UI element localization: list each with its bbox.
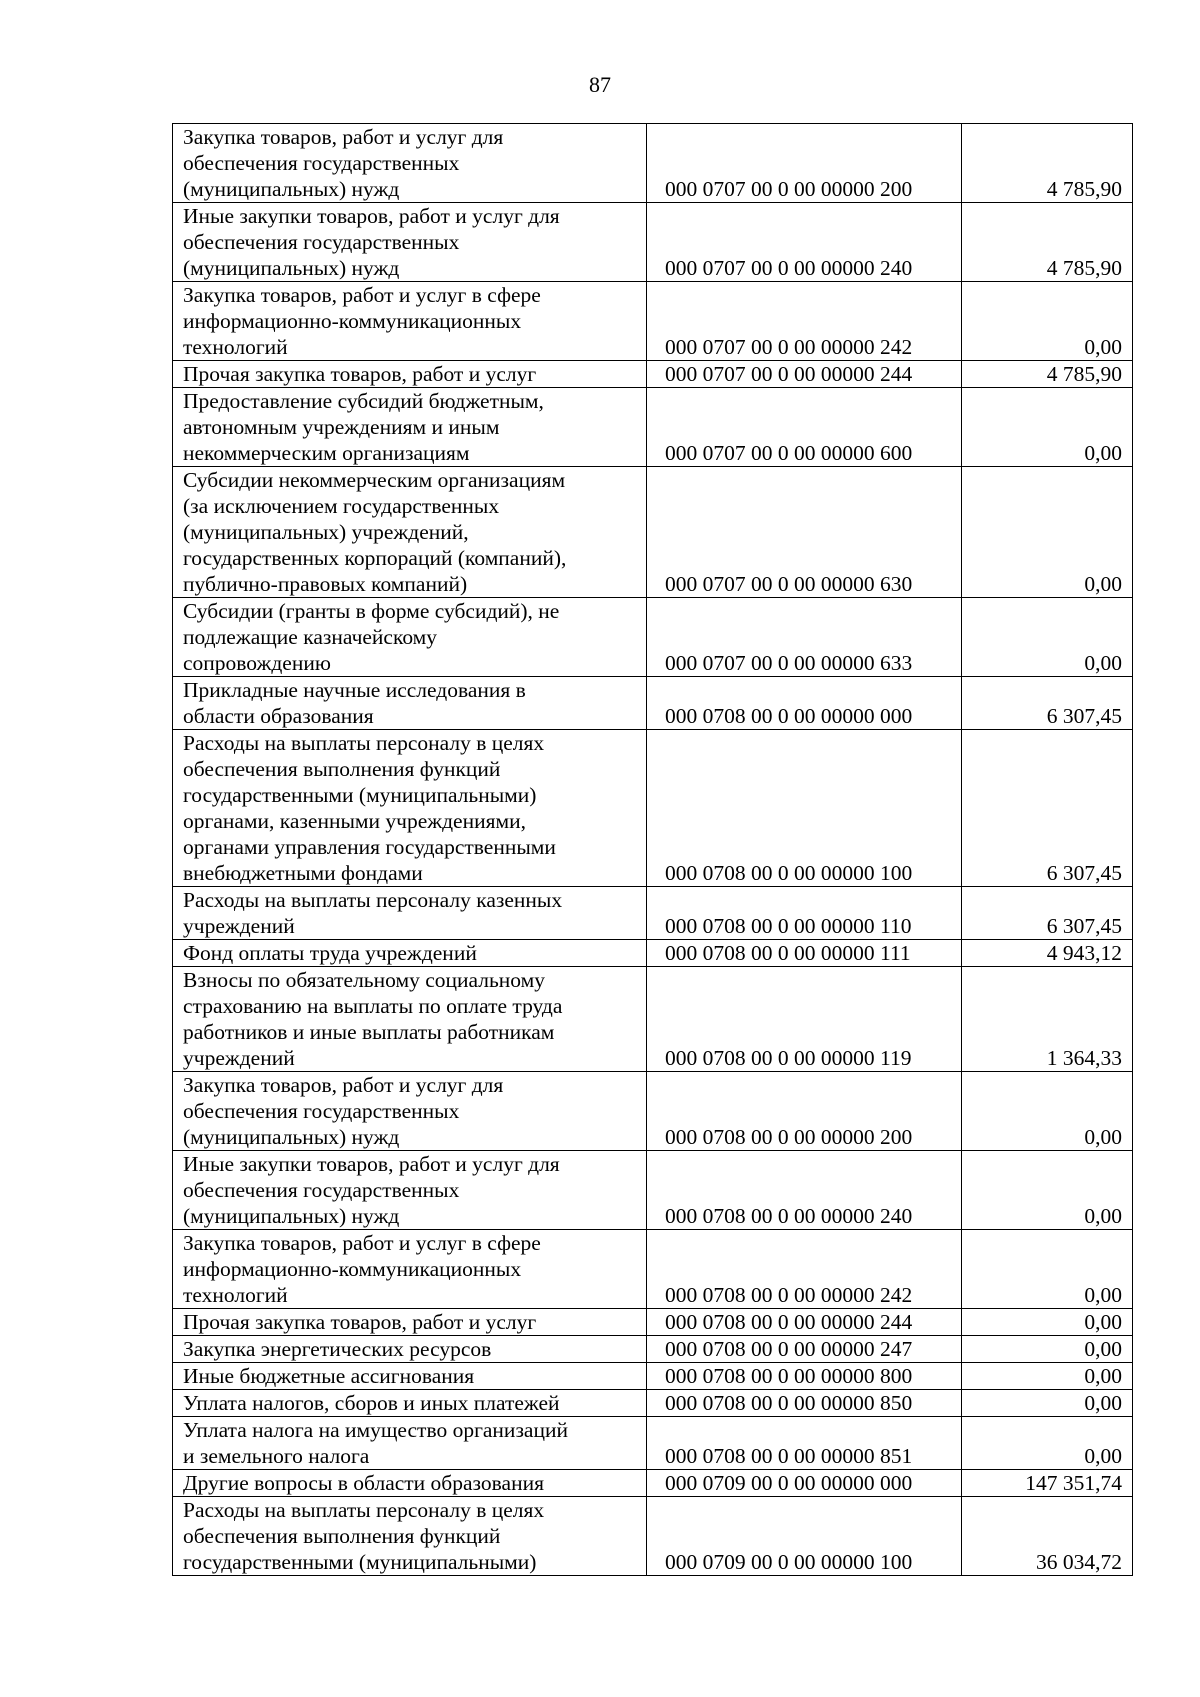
row-code: 000 0708 00 0 00 00000 247 xyxy=(647,1336,962,1363)
row-name: Уплата налогов, сборов и иных платежей xyxy=(173,1390,647,1417)
row-sum: 0,00 xyxy=(962,1417,1133,1470)
row-code: 000 0707 00 0 00 00000 600 xyxy=(647,388,962,467)
row-name: Закупка товаров, работ и услуг для обеспечения государственных (муниципальных) нужд xyxy=(173,124,647,203)
row-code: 000 0709 00 0 00 00000 100 xyxy=(647,1497,962,1576)
row-name: Фонд оплаты труда учреждений xyxy=(173,940,647,967)
row-code: 000 0707 00 0 00 00000 200 xyxy=(647,124,962,203)
table-row xyxy=(173,677,1133,730)
row-sum: 0,00 xyxy=(962,1390,1133,1417)
row-code: 000 0707 00 0 00 00000 630 xyxy=(647,467,962,598)
table-row xyxy=(173,282,1133,361)
row-name: Расходы на выплаты персоналу в целях обеспечения выполнения функций государственными (муниципальными) органами, казенными учреждениями, органами управления государственными внебюджетными фондами xyxy=(173,730,647,887)
row-name: Взносы по обязательному социальному страхованию на выплаты по оплате труда работников и иные выплаты работникам учреждений xyxy=(173,967,647,1072)
table-row xyxy=(173,1390,1133,1417)
row-code: 000 0708 00 0 00 00000 100 xyxy=(647,730,962,887)
row-name: Прочая закупка товаров, работ и услуг xyxy=(173,1309,647,1336)
row-name: Прикладные научные исследования в области образования xyxy=(173,677,647,730)
row-sum: 0,00 xyxy=(962,1151,1133,1230)
table-row xyxy=(173,730,1133,887)
table-row xyxy=(173,1417,1133,1470)
row-code: 000 0708 00 0 00 00000 119 xyxy=(647,967,962,1072)
row-name: Иные бюджетные ассигнования xyxy=(173,1363,647,1390)
row-name: Субсидии (гранты в форме субсидий), не подлежащие казначейскому сопровождению xyxy=(173,598,647,677)
row-name: Закупка энергетических ресурсов xyxy=(173,1336,647,1363)
row-code: 000 0708 00 0 00 00000 240 xyxy=(647,1151,962,1230)
row-sum: 6 307,45 xyxy=(962,730,1133,887)
row-name: Субсидии некоммерческим организациям (за исключением государственных (муниципальных) учреждений, государственных корпораций (компаний), публично-правовых компаний) xyxy=(173,467,647,598)
row-name: Иные закупки товаров, работ и услуг для обеспечения государственных (муниципальных) нужд xyxy=(173,203,647,282)
table-row xyxy=(173,1336,1133,1363)
table-row xyxy=(173,361,1133,388)
row-sum: 0,00 xyxy=(962,1336,1133,1363)
budget-table-body xyxy=(173,124,1133,1576)
row-sum: 0,00 xyxy=(962,282,1133,361)
row-sum: 0,00 xyxy=(962,1309,1133,1336)
table-row xyxy=(173,1470,1133,1497)
row-code: 000 0708 00 0 00 00000 200 xyxy=(647,1072,962,1151)
row-sum: 0,00 xyxy=(962,1363,1133,1390)
row-code: 000 0707 00 0 00 00000 244 xyxy=(647,361,962,388)
row-sum: 0,00 xyxy=(962,1072,1133,1151)
row-code: 000 0707 00 0 00 00000 242 xyxy=(647,282,962,361)
budget-table xyxy=(172,123,1133,1576)
table-row xyxy=(173,940,1133,967)
row-name: Закупка товаров, работ и услуг в сфере информационно-коммуникационных технологий xyxy=(173,1230,647,1309)
table-row xyxy=(173,598,1133,677)
row-name: Предоставление субсидий бюджетным, автономным учреждениям и иным некоммерческим организациям xyxy=(173,388,647,467)
row-code: 000 0708 00 0 00 00000 244 xyxy=(647,1309,962,1336)
row-name: Уплата налога на имущество организаций и земельного налога xyxy=(173,1417,647,1470)
row-code: 000 0708 00 0 00 00000 110 xyxy=(647,887,962,940)
row-sum: 4 785,90 xyxy=(962,361,1133,388)
row-sum: 4 785,90 xyxy=(962,124,1133,203)
row-code: 000 0708 00 0 00 00000 111 xyxy=(647,940,962,967)
row-name: Иные закупки товаров, работ и услуг для обеспечения государственных (муниципальных) нужд xyxy=(173,1151,647,1230)
row-code: 000 0708 00 0 00 00000 800 xyxy=(647,1363,962,1390)
row-sum: 4 785,90 xyxy=(962,203,1133,282)
row-sum: 0,00 xyxy=(962,467,1133,598)
row-code: 000 0707 00 0 00 00000 240 xyxy=(647,203,962,282)
row-sum: 0,00 xyxy=(962,598,1133,677)
row-code: 000 0707 00 0 00 00000 633 xyxy=(647,598,962,677)
row-code: 000 0708 00 0 00 00000 000 xyxy=(647,677,962,730)
table-row xyxy=(173,887,1133,940)
row-sum: 6 307,45 xyxy=(962,677,1133,730)
row-sum: 4 943,12 xyxy=(962,940,1133,967)
row-name: Закупка товаров, работ и услуг в сфере информационно-коммуникационных технологий xyxy=(173,282,647,361)
row-code: 000 0709 00 0 00 00000 000 xyxy=(647,1470,962,1497)
row-name: Прочая закупка товаров, работ и услуг xyxy=(173,361,647,388)
row-sum: 0,00 xyxy=(962,1230,1133,1309)
table-row xyxy=(173,1363,1133,1390)
page-number: 87 xyxy=(589,72,611,97)
row-name: Расходы на выплаты персоналу в целях обеспечения выполнения функций государственными (муниципальными) xyxy=(173,1497,647,1576)
row-sum: 0,00 xyxy=(962,388,1133,467)
table-row xyxy=(173,1497,1133,1576)
table-row xyxy=(173,1230,1133,1309)
table-row xyxy=(173,1151,1133,1230)
row-name: Закупка товаров, работ и услуг для обеспечения государственных (муниципальных) нужд xyxy=(173,1072,647,1151)
row-sum: 1 364,33 xyxy=(962,967,1133,1072)
table-row xyxy=(173,1309,1133,1336)
row-name: Расходы на выплаты персоналу казенных учреждений xyxy=(173,887,647,940)
table-row xyxy=(173,1072,1133,1151)
row-code: 000 0708 00 0 00 00000 851 xyxy=(647,1417,962,1470)
row-sum: 6 307,45 xyxy=(962,887,1133,940)
row-code: 000 0708 00 0 00 00000 850 xyxy=(647,1390,962,1417)
table-row xyxy=(173,203,1133,282)
row-code: 000 0708 00 0 00 00000 242 xyxy=(647,1230,962,1309)
row-sum: 147 351,74 xyxy=(962,1470,1133,1497)
row-name: Другие вопросы в области образования xyxy=(173,1470,647,1497)
row-sum: 36 034,72 xyxy=(962,1497,1133,1576)
table-row xyxy=(173,967,1133,1072)
table-row xyxy=(173,388,1133,467)
table-row xyxy=(173,467,1133,598)
table-row xyxy=(173,124,1133,203)
